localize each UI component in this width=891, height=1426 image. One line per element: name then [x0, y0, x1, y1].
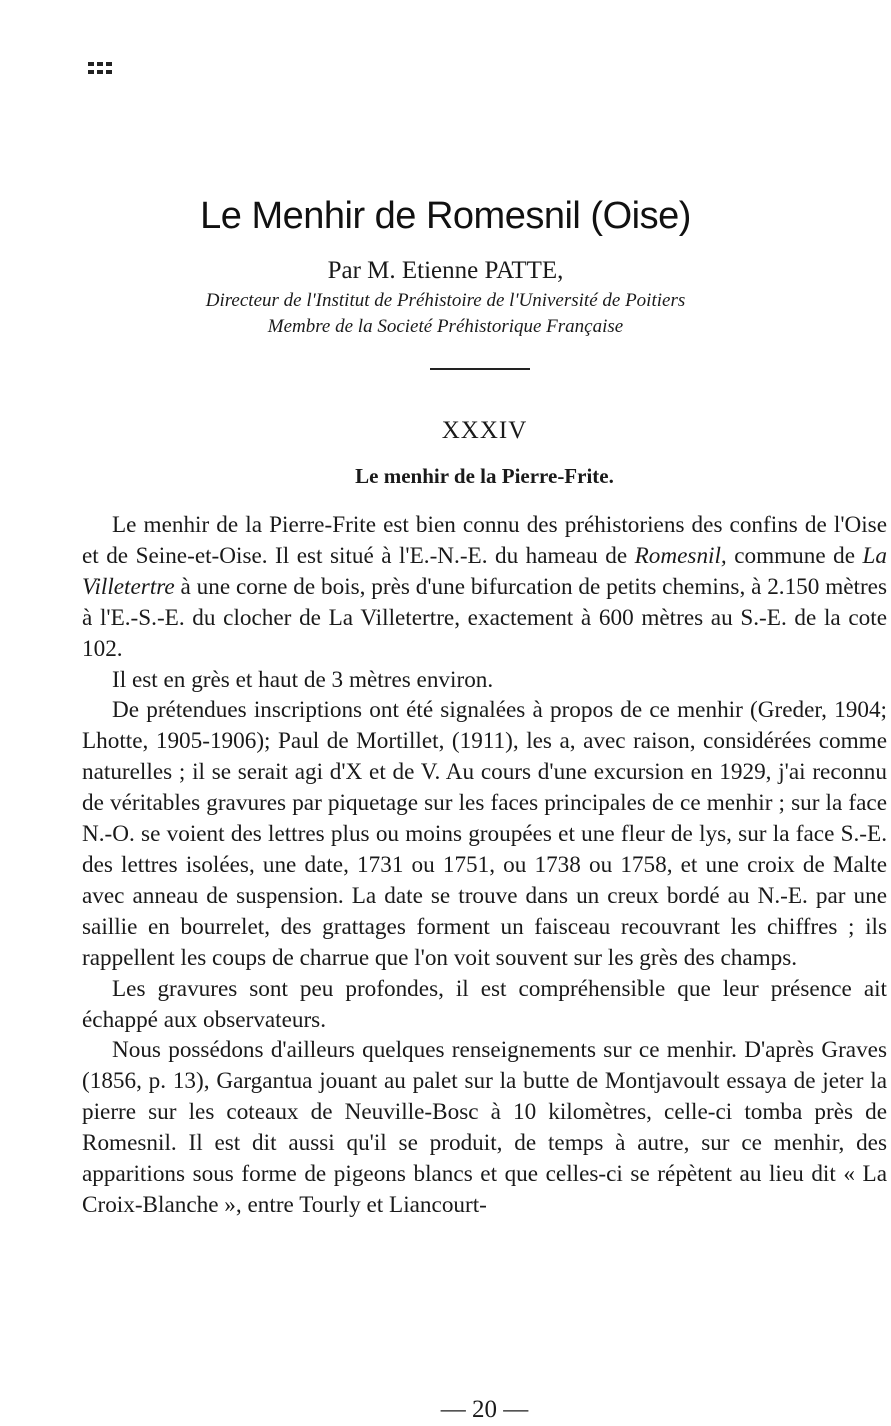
- section-number: XXXIV: [441, 417, 528, 444]
- article-body: [82, 510, 887, 1221]
- paragraph-1-text-c: à une corne de bois, près d'une bifurcation de petits chemins, à 2.150 mètres à l'E.-S.-E. du clocher de La Villetertre, exactement à 600 mètres au S.-E. de la cote 102.: [82, 573, 887, 662]
- page-number: — 20 —: [440, 1396, 529, 1423]
- paragraph-3: De prétendues inscriptions ont été signalées à propos de ce menhir (Greder, 1904; Lhotte, 1905-1906); Paul de Mortillet, (1911), les a, avec raison, considérées comme naturelles ; il se serait agi d'X et de V. Au cours d'une excursion en 1929, j'ai reconnu de véritables gravures par piquetage sur les faces principales de ce menhir ; sur la face N.-O. se voient des lettres plus ou moins groupées et une fleur de lys, sur la face S.-E. des lettres isolées, une date, 1731 ou 1751, ou 1738 ou 1758, et une croix de Malte avec anneau de suspension. La date se trouve dans un creux bordé au N.-E. par une saillie en bourrelet, des grattages forment un faisceau recouvrant les chiffres ; ils rappellent les coups de charrue que l'on voit souvent sur les grès des champs.: [82, 697, 887, 971]
- author-affiliation-1: Directeur de l'Institut de Préhistoire de l'Université de Poitiers: [205, 290, 686, 311]
- section-title: Le menhir de la Pierre-Frite.: [355, 464, 614, 488]
- place-name-romesnil: Romesnil,: [634, 542, 727, 569]
- printer-mark-icon: [88, 62, 120, 78]
- paragraph-4: Les gravures sont peu profondes, il est compréhensible que leur présence ait échappé aux observateurs.: [82, 975, 887, 1033]
- paragraph-1-text-a: Le menhir de la Pierre-Frite est bien connu des préhistoriens des confins de l'Oise et de Seine-et-Oise. Il est situé à l'E.-N.-E. du hameau de: [82, 512, 887, 569]
- title-divider: [430, 368, 530, 370]
- paragraph-1-text-b: commune de: [726, 542, 863, 569]
- author-line: Par M. Etienne PATTE,: [327, 257, 564, 284]
- paragraph-5: Nous possédons d'ailleurs quelques renseignements sur ce menhir. D'après Graves (1856, p. 13), Gargantua jouant au palet sur la butte de Montjavoult essaya de jeter la pierre sur les coteaux de Neuville-Bosc à 10 kilomètres, celle-ci tomba près de Romesnil. Il est dit aussi qu'il se produit, de temps à autre, sur ce menhir, des apparitions sous forme de pigeons blancs et que celles-ci se répètent au lieu dit « La Croix-Blanche », entre Tourly et Liancourt-: [82, 1037, 887, 1218]
- commune-name: La Villetertre: [82, 542, 887, 600]
- article-title: Le Menhir de Romesnil (Oise): [200, 195, 691, 237]
- author-affiliation-2: Membre de la Societé Préhistorique Française: [267, 316, 624, 337]
- paragraph-2: Il est en grès et haut de 3 mètres environ.: [112, 666, 494, 693]
- paragraph-1: [82, 510, 887, 665]
